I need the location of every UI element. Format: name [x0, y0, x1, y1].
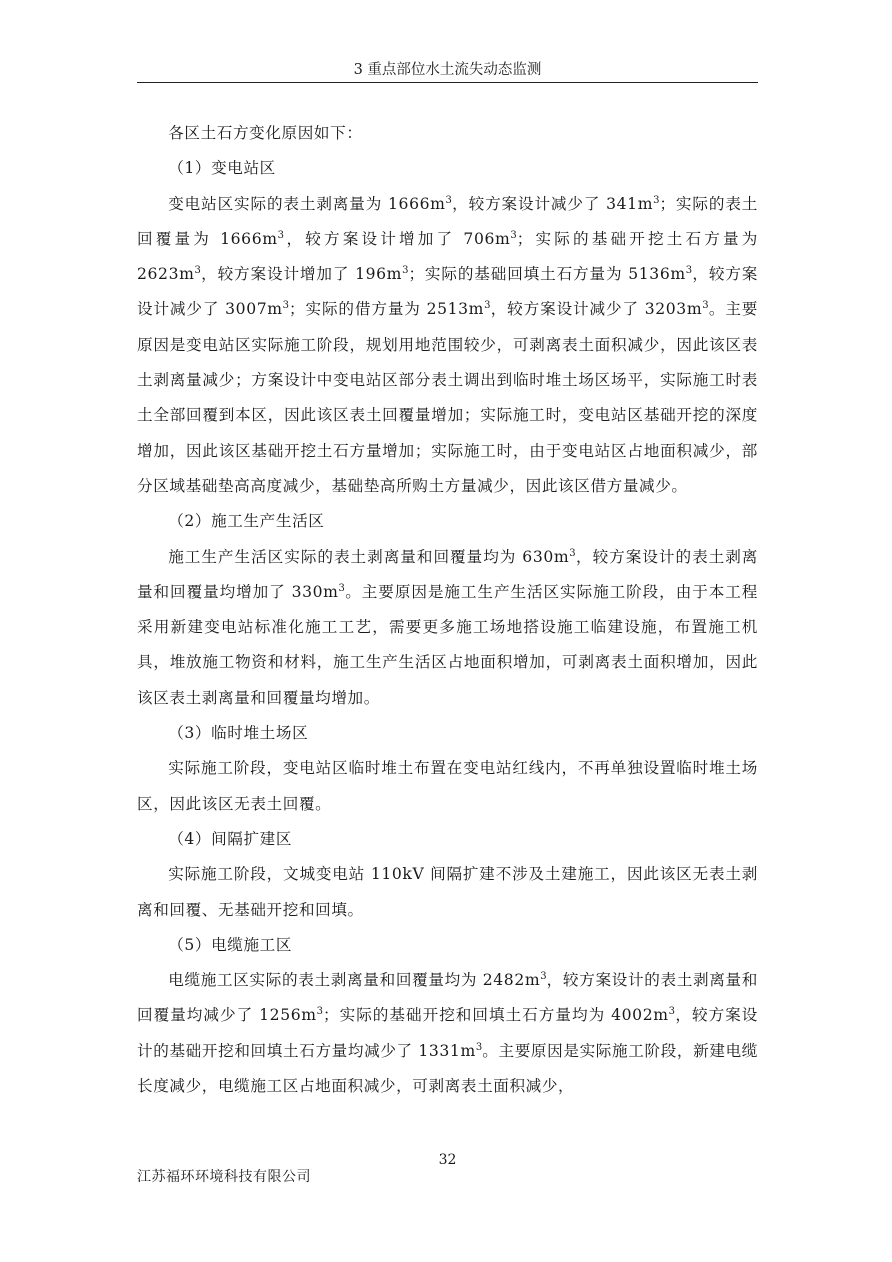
superscript-3: 3 [668, 1006, 675, 1018]
superscript-3: 3 [653, 194, 660, 206]
document-body [137, 116, 758, 1104]
superscript-3: 3 [402, 265, 409, 277]
superscript-3: 3 [569, 547, 576, 559]
section-body-temp-stockpile: 实际施工阶段，变电站区临时堆土布置在变电站红线内，不再单独设置临时堆土场区，因此该区无表土回覆。 [137, 759, 758, 813]
section-body-construction-camp: 施工生产生活区实际的表土剥离量和回覆量均为 $630m^3$，较方案设计的表土剥离量和回覆量均增加了 $330m^3$。主要原因是施工生产生活区实际施工阶段，由于本工程采用新建变电站标准化施工工艺，需要更多施工场地搭设施工临建设施，布置施工机具，堆放施工物资和材料，施工生产生活区占地面积增加，可剥离表土面积增加，因此该区表土剥离量和回覆量均增加。 [137, 547, 758, 707]
superscript-3: 3 [685, 265, 693, 277]
superscript-3: 3 [316, 1006, 323, 1018]
superscript-3: 3 [484, 300, 491, 312]
footer-company-name: 江苏福环环境科技有限公司 [137, 1169, 311, 1185]
superscript-3: 3 [282, 300, 290, 312]
section-body-cable-construction: 电缆施工区实际的表土剥离量和回覆量均为 $2482m^3$，较方案设计的表土剥离量和回覆量均减少了 $1256m^3$；实际的基础开挖和回填土石方量均为 $4002m^3$，较方案设计的基础开挖和回填土石方量均减少了 $1331m^3$。主要原因是实际施工阶段，新建电缆长度减少，电缆施工区占地面积减少，可剥离表土面积减少， [137, 971, 758, 1096]
page-number: 32 [438, 1152, 457, 1168]
section-heading-construction-camp: （2）施工生产生活区 [168, 512, 325, 531]
intro-paragraph: 各区土石方变化原因如下： [168, 124, 363, 142]
superscript-3: 3 [277, 229, 284, 241]
superscript-3: 3 [475, 1041, 483, 1053]
superscript-3: 3 [702, 300, 709, 312]
superscript-3: 3 [540, 971, 547, 983]
superscript-3: 3 [338, 582, 345, 594]
page-header-title: 3 重点部位水土流失动态监测 [353, 62, 542, 78]
section-body-substation: 变电站区实际的表土剥离量为 $1666m^3$，较方案设计减少了 $341m^3$；实际的表土回覆量为 $1666m^3$，较方案设计增加了 $706m^3$；实际的基础开挖土石方量为 $2623m^3$，较方案设计增加了 $196m^3$；实际的基础回填土石方量为 $5136m^3$，较方案设计减少了 $3007m^3$；实际的借方量为 $2513m^3$，较方案设计减少了 $3203m^3$。主要原因是变电站区实际施工阶段，规划用地范围较少，可剥离表土面积减少，因此该区表土剥离量减少；方案设计中变电站区部分表土调出到临时堆土场区场平，实际施工时表土全部回覆到本区，因此该区表土回覆量增加；实际施工时，变电站区基础开挖的深度增加，因此该区基础开挖土石方量增加；实际施工时，由于变电站区占地面积减少，部分区域基础垫高高度减少，基础垫高所购土方量减少，因此该区借方量减少。 [137, 194, 758, 495]
section-body-bay-expansion: 实际施工阶段，文城变电站 110kV 间隔扩建不涉及土建施工，因此该区无表土剥离和回覆、无基础开挖和回填。 [137, 865, 758, 919]
header-divider [137, 82, 758, 83]
section-heading-bay-expansion: （4）间隔扩建区 [168, 829, 293, 848]
section-heading-cable-construction: （5）电缆施工区 [168, 935, 293, 954]
section-heading-temp-stockpile: （3）临时堆土场区 [168, 724, 309, 743]
superscript-3: 3 [510, 229, 517, 241]
superscript-3: 3 [445, 194, 452, 206]
superscript-3: 3 [194, 265, 201, 277]
section-heading-substation: （1）变电站区 [168, 159, 276, 178]
